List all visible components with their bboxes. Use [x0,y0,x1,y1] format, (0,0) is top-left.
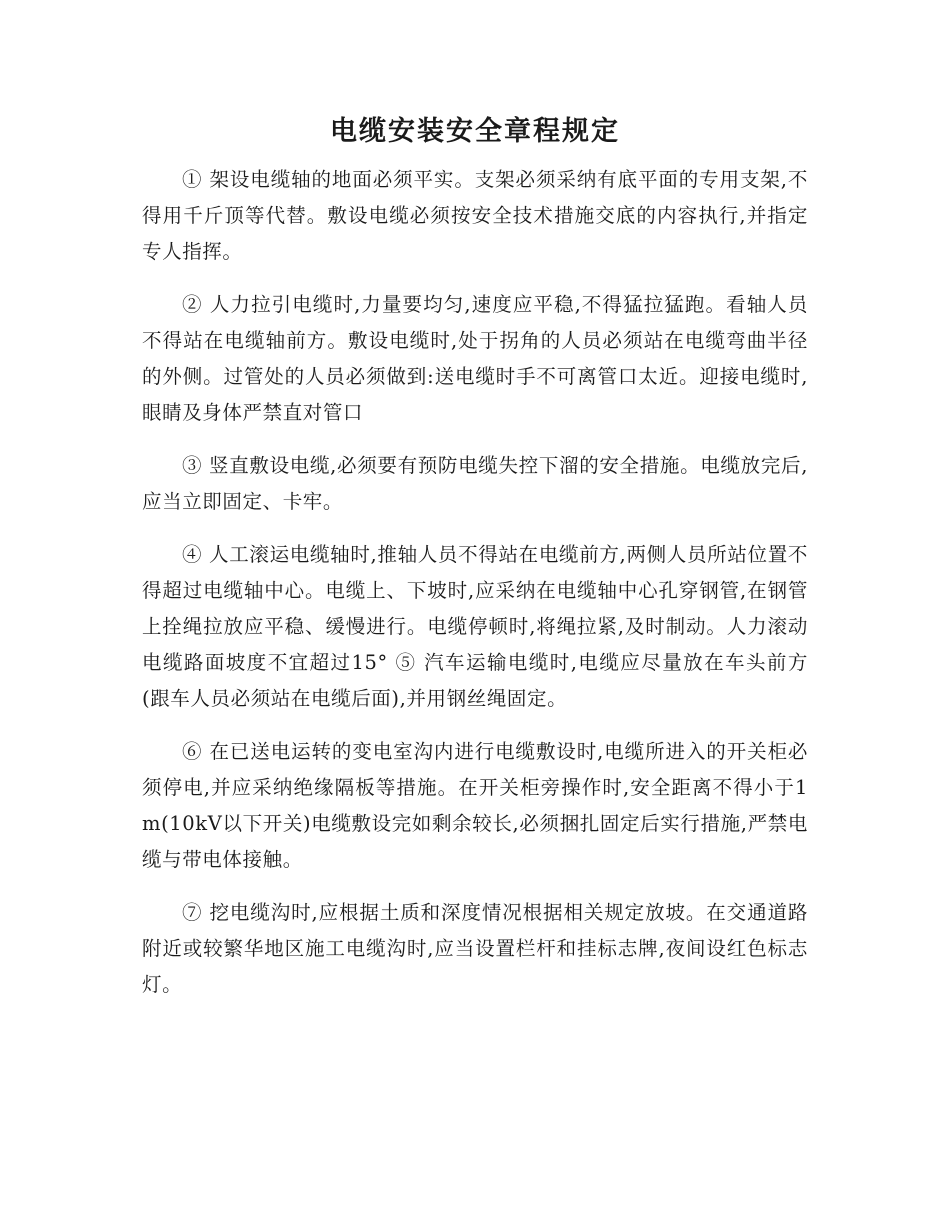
paragraph-6: ⑦ 挖电缆沟时,应根据土质和深度情况根据相关规定放坡。在交通道路附近或较繁华地区施工电缆沟时,应当设置栏杆和挂标志牌,夜间设红色标志灯。 [142,901,808,996]
document-body [142,162,808,1020]
document-title: 电缆安装安全章程规定 [330,116,620,147]
paragraph-5: ⑥ 在已送电运转的变电室沟内进行电缆敷设时,电缆所进入的开关柜必须停电,并应采纳绝缘隔板等措施。在开关柜旁操作时,安全距离不得小于1m(10kV以下开关)电缆敷设完如剩余较长,必须捆扎固定后实行措施,严禁电缆与带电体接触。 [142,740,808,871]
paragraph-4: ④ 人工滚运电缆轴时,推轴人员不得站在电缆前方,两侧人员所站位置不得超过电缆轴中心。电缆上、下坡时,应采纳在电缆轴中心孔穿钢管,在钢管上拴绳拉放应平稳、缓慢进行。电缆停顿时,将绳拉紧,及时制动。人力滚动电缆路面坡度不宜超过15° ⑤ 汽车运输电缆时,电缆应尽量放在车头前方(跟车人员必须站在电缆后面),并用钢丝绳固定。 [142,543,808,710]
paragraph-2: ② 人力拉引电缆时,力量要均匀,速度应平稳,不得猛拉猛跑。看轴人员不得站在电缆轴前方。敷设电缆时,处于拐角的人员必须站在电缆弯曲半径的外侧。过管处的人员必须做到:送电缆时手不可离管口太近。迎接电缆时,眼睛及身体严禁直对管口 [142,293,808,424]
paragraph-1: ① 架设电缆轴的地面必须平实。支架必须采纳有底平面的专用支架,不得用千斤顶等代替。敷设电缆必须按安全技术措施交底的内容执行,并指定专人指挥。 [142,168,808,263]
paragraph-3: ③ 竖直敷设电缆,必须要有预防电缆失控下溜的安全措施。电缆放完后,应当立即固定、卡牢。 [142,454,808,513]
